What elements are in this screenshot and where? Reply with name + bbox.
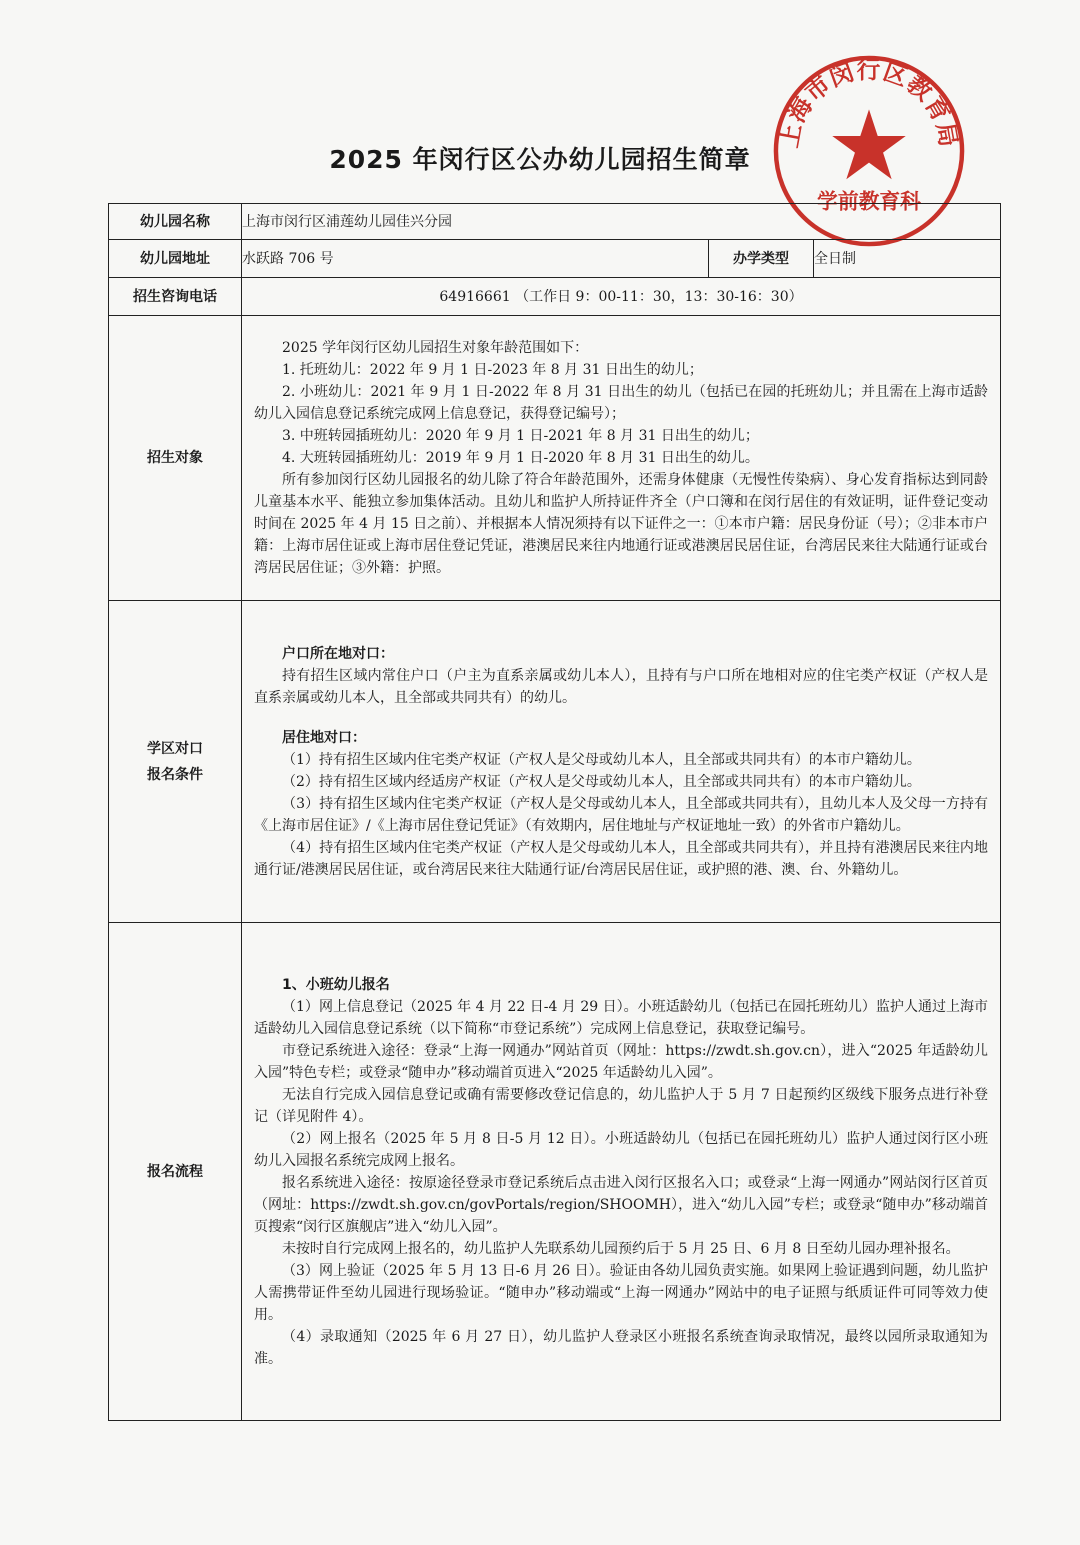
row-address (109, 240, 1001, 278)
process-para: （3）网上验证（2025 年 5 月 13 日-6 月 26 日）。验证由各幼儿园负责实施。如果网上验证遇到问题，幼儿监护人需携带证件至幼儿园进行现场验证。“随申办”移动端或“上海一网通办”网站中的电子证照与纸质证件可同等效力使用。 (254, 1262, 989, 1323)
address-label: 幼儿园地址 (109, 240, 242, 278)
name-label: 幼儿园名称 (109, 204, 242, 240)
residence-item: （2）持有招生区域内经适房产权证（产权人是父母或幼儿本人，且全部或共同共有）的本市户籍幼儿。 (282, 773, 921, 790)
process-para: 报名系统进入途径：按原途径登录市登记系统后点击进入闵行区报名入口；或登录“上海一网通办”网站闵行区首页（网址：https://zwdt.sh.gov.cn/govPortals/region/SHOOMH），进入“幼儿入园”专栏；或登录“随申办”移动端首页搜索“闵行区旗舰店”进入“幼儿入园”。 (254, 1174, 989, 1235)
row-district (109, 601, 1001, 923)
target-line: 1. 托班幼儿：2022 年 9 月 1 日-2023 年 8 月 31 日出生的幼儿； (282, 362, 703, 378)
residence-item: （3）持有招生区域内住宅类产权证（产权人是父母或幼儿本人，且全部或共同共有），且幼儿本人及父母一方持有《上海市居住证》/《上海市居住登记凭证》（有效期内，居住地址与产权证地址一致）的外省市户籍幼儿。 (254, 795, 989, 834)
residence-item: （4）持有招生区域内住宅类产权证（产权人是父母或幼儿本人，且全部或共同共有），并且持有港澳居民来往内地通行证/港澳居民居住证，或台湾居民来往大陆通行证/台湾居民居住证，或护照的港、澳、台、外籍幼儿。 (254, 839, 989, 878)
target-label: 招生对象 (109, 316, 242, 601)
name-value: 上海市闵行区浦莲幼儿园佳兴分园 (242, 204, 1001, 240)
process-label: 报名流程 (109, 923, 242, 1421)
type-label: 办学类型 (709, 240, 814, 278)
star-icon (832, 109, 905, 179)
district-label-line: 报名条件 (147, 766, 203, 783)
district-label (109, 601, 242, 923)
type-value: 全日制 (814, 240, 1001, 278)
seal-bottom-text: 学前教育科 (817, 189, 921, 214)
target-line: 3. 中班转园插班幼儿：2020 年 9 月 1 日-2021 年 8 月 31 日出生的幼儿； (282, 428, 759, 444)
target-line: 2025 学年闵行区幼儿园招生对象年龄范围如下： (282, 340, 589, 356)
district-content (242, 601, 1001, 923)
district-label-line: 学区对口 (147, 740, 203, 757)
hukou-text: 持有招生区域内常住户口（户主为直系亲属或幼儿本人），且持有与户口所在地相对应的住宅类产权证（产权人是直系亲属或幼儿本人，且全部或共同共有）的幼儿。 (254, 667, 989, 706)
residence-title: 居住地对口： (282, 729, 366, 746)
phone-label: 招生咨询电话 (109, 278, 242, 316)
process-para: 无法自行完成入园信息登记或确有需要修改登记信息的，幼儿监护人于 5 月 7 日起预约区级线下服务点进行补登记（详见附件 4）。 (254, 1086, 989, 1125)
address-value: 水跃路 706 号 (242, 240, 709, 278)
process-para: （4）录取通知（2025 年 6 月 27 日），幼儿监护人登录区小班报名系统查询录取情况，最终以园所录取通知为准。 (254, 1328, 989, 1367)
target-content (242, 316, 1001, 601)
row-phone (109, 278, 1001, 316)
target-line: 4. 大班转园插班幼儿：2019 年 9 月 1 日-2020 年 8 月 31 日出生的幼儿。 (282, 450, 759, 466)
process-para: （1）网上信息登记（2025 年 4 月 22 日-4 月 29 日）。小班适龄幼儿（包括已在园托班幼儿）监护人通过上海市适龄幼儿入园信息登记系统（以下简称“市登记系统”）完成网上信息登记，获取登记编号。 (254, 998, 989, 1037)
document-title: 2025 年闵行区公办幼儿园招生简章 (329, 145, 751, 174)
seal-top-text: 上海市闵行区教育局 (775, 56, 963, 150)
hukou-title: 户口所在地对口： (282, 645, 394, 662)
row-process (109, 923, 1001, 1421)
enrollment-table (108, 203, 1001, 1421)
row-kindergarten-name (109, 204, 1001, 240)
process-title: 1、小班幼儿报名 (282, 976, 390, 993)
residence-item: （1）持有招生区域内住宅类产权证（产权人是父母或幼儿本人，且全部或共同共有）的本市户籍幼儿。 (282, 751, 921, 768)
process-content (242, 923, 1001, 1421)
row-target (109, 316, 1001, 601)
target-line: 2. 小班幼儿：2021 年 9 月 1 日-2022 年 8 月 31 日出生的幼儿（包括已在园的托班幼儿；并且需在上海市适龄幼儿入园信息登记系统完成网上信息登记，获得登记编号）； (254, 384, 989, 422)
process-para: （2）网上报名（2025 年 5 月 8 日-5 月 12 日）。小班适龄幼儿（包括已在园托班幼儿）监护人通过闵行区小班幼儿入园报名系统完成网上报名。 (254, 1130, 989, 1169)
target-line: 所有参加闵行区幼儿园报名的幼儿除了符合年龄范围外，还需身体健康（无慢性传染病）、身心发育指标达到同龄儿童基本水平、能独立参加集体活动。且幼儿和监护人所持证件齐全（户口簿和在闵行居住的有效证明，证件登记变动时间在 2025 年 4 月 15 日之前）、并根据本人情况须持有以下证件之一：①本市户籍：居民身份证（号）；②非本市户籍：上海市居住证或上海市居住登记凭证，港澳居民来往内地通行证或港澳居民居住证，台湾居民来往大陆通行证或台湾居民居住证；③外籍：护照。 (254, 472, 989, 576)
process-para: 未按时自行完成网上报名的，幼儿监护人先联系幼儿园预约后于 5 月 25 日、6 月 8 日至幼儿园办理补报名。 (282, 1240, 960, 1257)
phone-value: 64916661 （工作日 9：00-11：30，13：30-16：30） (242, 278, 1001, 316)
process-para: 市登记系统进入途径：登录“上海一网通办”网站首页（网址：https://zwdt.sh.gov.cn），进入“2025 年适龄幼儿入园”特色专栏；或登录“随申办”移动端首页进入“2025 年适龄幼儿入园”。 (254, 1042, 989, 1081)
